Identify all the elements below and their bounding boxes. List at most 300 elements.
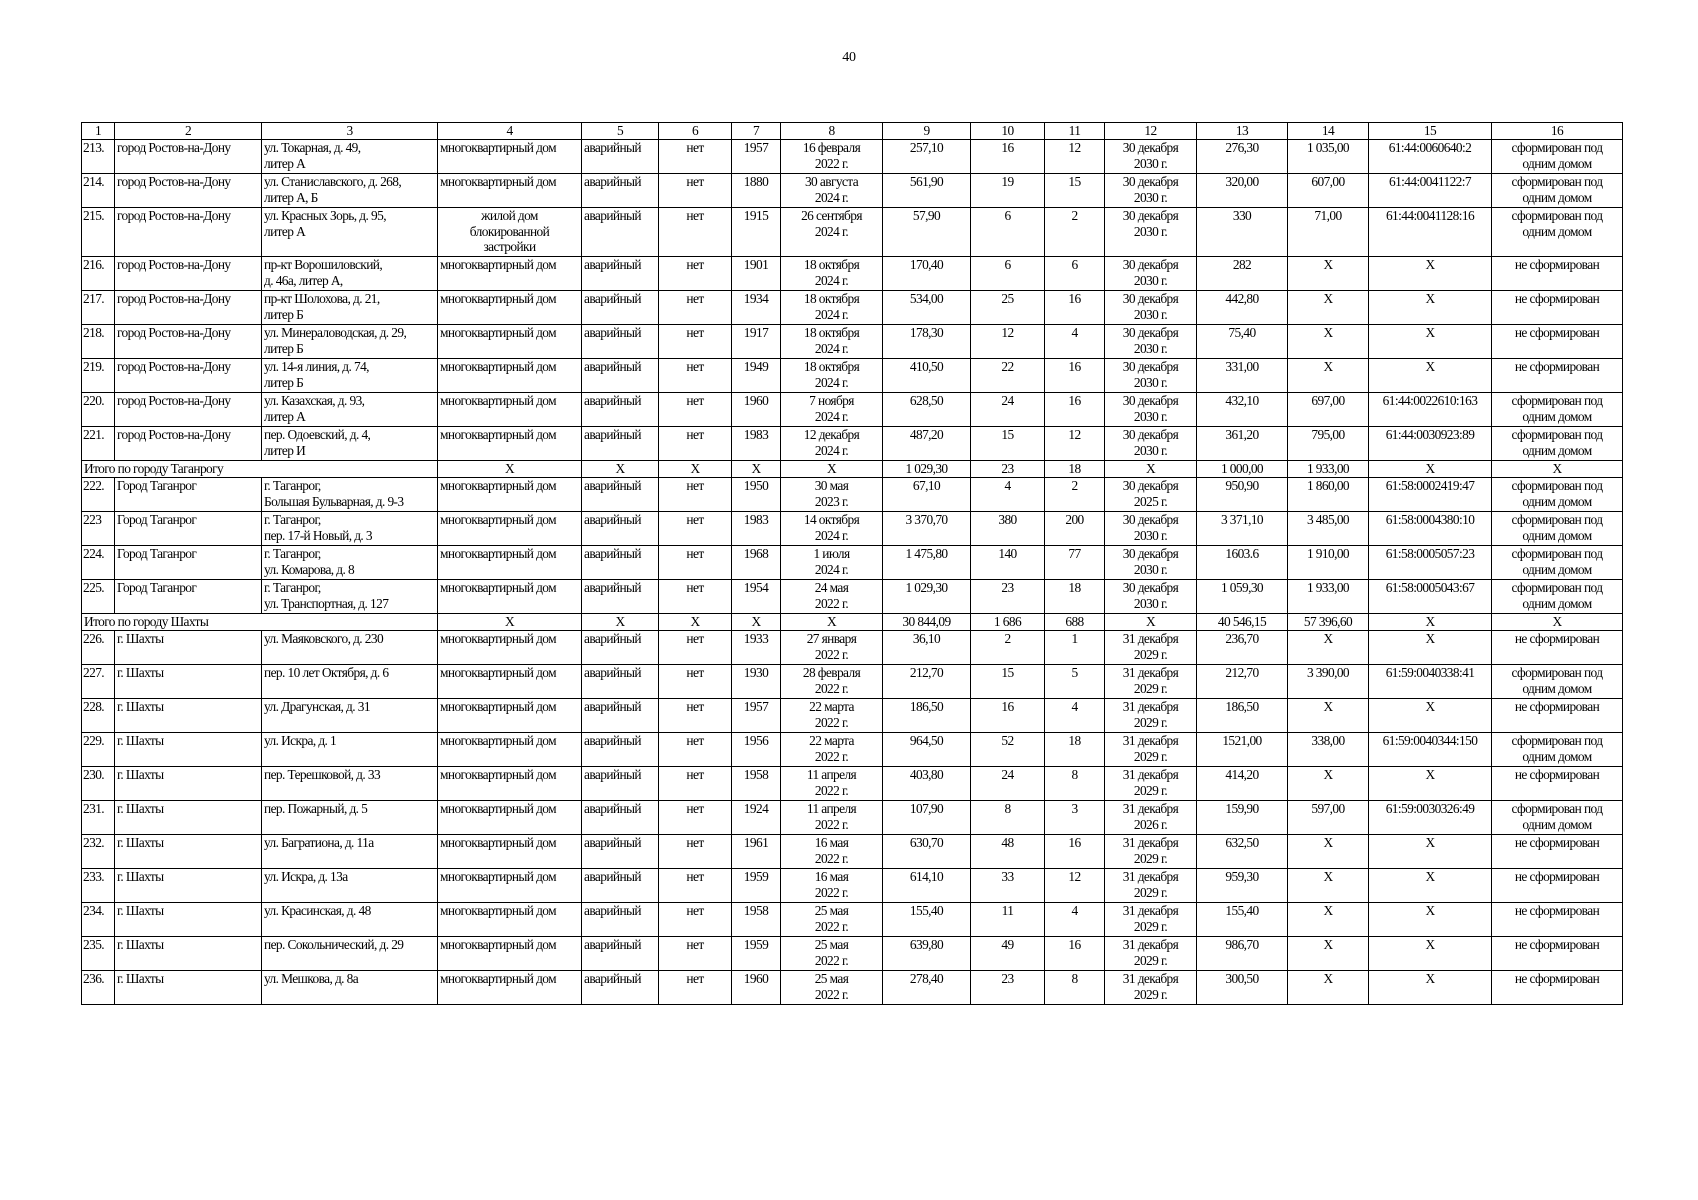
land-status <box>1492 478 1623 512</box>
subtotal-c5-line: X <box>615 614 625 629</box>
address <box>262 393 438 427</box>
municipality <box>115 733 262 767</box>
recognition-date <box>781 835 883 869</box>
col-6 <box>659 427 732 461</box>
land-status-line: сформирован под <box>1511 665 1603 680</box>
condition-line: аварийный <box>584 174 641 189</box>
cadastral-number-line: 61:59:0030326:49 <box>1385 801 1475 816</box>
build-year-line: 1960 <box>743 393 769 408</box>
row-number-line: 225. <box>83 580 105 595</box>
condition <box>582 767 659 801</box>
address-line: пер. Пожарный, д. 5 <box>264 801 368 816</box>
col-6 <box>659 733 732 767</box>
residents-line: 4 <box>1004 478 1011 493</box>
subtotal-c10-line: 1 686 <box>993 614 1022 629</box>
col-6 <box>659 359 732 393</box>
subtotal-c16 <box>1492 614 1623 631</box>
subtotal-c10 <box>971 461 1045 478</box>
address <box>262 208 438 257</box>
building-type <box>438 580 582 614</box>
resettlement-deadline <box>1105 174 1197 208</box>
cadastral-number-line: X <box>1425 325 1435 340</box>
condition-line: аварийный <box>584 937 641 952</box>
subtotal-c14-line: 1 933,00 <box>1306 461 1350 476</box>
row-number-line: 230. <box>83 767 105 782</box>
subtotal-c8-line: X <box>826 461 837 476</box>
table-row <box>82 208 1623 257</box>
area-line: 561,90 <box>909 174 944 189</box>
col-13-line: 282 <box>1232 257 1252 272</box>
area <box>883 903 971 937</box>
land-status-line: одним домом <box>1522 561 1592 577</box>
col-6-line: нет <box>686 631 704 646</box>
table-row <box>82 699 1623 733</box>
land-area-line: 3 485,00 <box>1306 512 1350 527</box>
build-year <box>732 393 781 427</box>
land-status-line: не сформирован <box>1514 359 1600 374</box>
condition-line: аварийный <box>584 208 641 223</box>
table-row <box>82 971 1623 1005</box>
land-status-line: сформирован под <box>1511 478 1603 493</box>
col-6 <box>659 767 732 801</box>
col-6-line: нет <box>686 257 704 272</box>
row-number-line: 235. <box>83 937 105 952</box>
building-type <box>438 174 582 208</box>
recognition-date-line: 2022 г. <box>814 595 849 611</box>
area-line: 212,70 <box>909 665 944 680</box>
recognition-date-line: 11 апреля <box>806 801 857 816</box>
row-number <box>82 733 115 767</box>
municipality <box>115 937 262 971</box>
condition-line: аварийный <box>584 869 641 884</box>
row-number <box>82 359 115 393</box>
row-number <box>82 174 115 208</box>
recognition-date-line: 11 апреля <box>806 767 857 782</box>
subtotal-c15 <box>1369 614 1492 631</box>
col-6-line: нет <box>686 869 704 884</box>
resettlement-deadline-line: 2029 г. <box>1133 714 1168 730</box>
col-6-line: нет <box>686 767 704 782</box>
resettlement-deadline <box>1105 512 1197 546</box>
subtotal-c15-line: X <box>1425 614 1435 629</box>
row-number-line: 214. <box>83 174 105 189</box>
condition-line: аварийный <box>584 546 641 561</box>
land-area <box>1288 767 1369 801</box>
land-area-line: 597,00 <box>1311 801 1345 816</box>
municipality <box>115 835 262 869</box>
subtotal-c7-line: X <box>751 461 761 476</box>
table-row <box>82 835 1623 869</box>
land-status <box>1492 835 1623 869</box>
building-type <box>438 359 582 393</box>
resettlement-deadline-line: 31 декабря <box>1122 631 1179 646</box>
residents <box>971 903 1045 937</box>
col-6-line: нет <box>686 208 704 223</box>
col-6 <box>659 903 732 937</box>
cadastral-number <box>1369 393 1492 427</box>
building-type-line: многоквартирный дом <box>440 801 557 816</box>
condition-line: аварийный <box>584 835 641 850</box>
area <box>883 631 971 665</box>
cadastral-number <box>1369 478 1492 512</box>
land-area-line: 697,00 <box>1311 393 1345 408</box>
col-6 <box>659 257 732 291</box>
municipality-line: г. Шахты <box>117 767 164 782</box>
resettlement-deadline <box>1105 359 1197 393</box>
subtotal-c8 <box>781 614 883 631</box>
col-13 <box>1197 580 1288 614</box>
recognition-date-line: 27 января <box>806 631 857 646</box>
residents-line: 24 <box>1001 393 1014 408</box>
row-number-line: 229. <box>83 733 105 748</box>
recognition-date <box>781 699 883 733</box>
land-status-line: одним домом <box>1522 527 1592 543</box>
page-number: 40 <box>842 50 856 65</box>
build-year-line: 1933 <box>743 631 769 646</box>
land-area-line: X <box>1323 903 1333 918</box>
col-13 <box>1197 835 1288 869</box>
resettlement-deadline-line: 30 декабря <box>1122 580 1179 595</box>
rooms <box>1045 835 1105 869</box>
municipality-line: г. Шахты <box>117 971 164 986</box>
table-row <box>82 359 1623 393</box>
address <box>262 733 438 767</box>
col-13-line: 1603.6 <box>1225 546 1259 561</box>
resettlement-deadline <box>1105 325 1197 359</box>
condition <box>582 631 659 665</box>
subtotal-c6 <box>659 614 732 631</box>
col-6 <box>659 208 732 257</box>
row-number-line: 223 <box>83 512 102 527</box>
rooms <box>1045 665 1105 699</box>
residents <box>971 393 1045 427</box>
area <box>883 427 971 461</box>
address-line: г. Таганрог, <box>264 546 321 561</box>
cadastral-number-line: X <box>1425 971 1435 986</box>
build-year <box>732 801 781 835</box>
recognition-date <box>781 767 883 801</box>
resettlement-deadline-line: 30 декабря <box>1122 478 1179 493</box>
recognition-date-line: 30 августа <box>804 174 859 189</box>
address-line: литер А <box>264 155 306 171</box>
col-13-line: 1521,00 <box>1222 733 1262 748</box>
recognition-date-line: 2024 г. <box>814 223 849 239</box>
header-cell: 1 <box>82 123 115 140</box>
building-type-line: многоквартирный дом <box>440 580 557 595</box>
resettlement-deadline-line: 30 декабря <box>1122 208 1179 223</box>
municipality-line: г. Шахты <box>117 733 164 748</box>
row-number-line: 233. <box>83 869 105 884</box>
area <box>883 359 971 393</box>
rooms-line: 200 <box>1065 512 1084 527</box>
col-13-line: 361,20 <box>1225 427 1259 442</box>
build-year-line: 1956 <box>743 733 769 748</box>
residents <box>971 665 1045 699</box>
land-area-line: 338,00 <box>1311 733 1345 748</box>
land-status <box>1492 631 1623 665</box>
building-type <box>438 767 582 801</box>
building-type <box>438 903 582 937</box>
resettlement-deadline-line: 2030 г. <box>1133 189 1168 205</box>
col-13-line: 959,30 <box>1225 869 1259 884</box>
header-cell: 16 <box>1492 123 1623 140</box>
land-area <box>1288 903 1369 937</box>
header-cell: 10 <box>971 123 1045 140</box>
housing-register-table <box>81 122 1623 1005</box>
col-6-line: нет <box>686 427 704 442</box>
rooms-line: 12 <box>1068 869 1081 884</box>
rooms-line: 12 <box>1068 427 1081 442</box>
building-type-line: многоквартирный дом <box>440 937 557 952</box>
area <box>883 325 971 359</box>
recognition-date-line: 2024 г. <box>814 340 849 356</box>
address-line: пр-кт Ворошиловский, <box>264 257 383 272</box>
municipality <box>115 478 262 512</box>
resettlement-deadline-line: 2029 г. <box>1133 884 1168 900</box>
building-type <box>438 699 582 733</box>
condition-line: аварийный <box>584 478 641 493</box>
municipality-line: город Ростов-на-Дону <box>117 208 231 223</box>
address-line: ул. Минераловодская, д. 29, <box>264 325 407 340</box>
build-year-line: 1960 <box>743 971 769 986</box>
recognition-date-line: 14 октября <box>803 512 860 527</box>
row-number <box>82 427 115 461</box>
table-row <box>82 869 1623 903</box>
area <box>883 478 971 512</box>
table-row <box>82 665 1623 699</box>
address <box>262 546 438 580</box>
rooms-line: 18 <box>1068 580 1081 595</box>
resettlement-deadline-line: 2029 г. <box>1133 646 1168 662</box>
table-row <box>82 801 1623 835</box>
address-line: литер А <box>264 408 306 424</box>
municipality <box>115 903 262 937</box>
address-line: ул. Красных Зорь, д. 95, <box>264 208 386 223</box>
col-6-line: нет <box>686 140 704 155</box>
municipality <box>115 427 262 461</box>
condition <box>582 869 659 903</box>
municipality-line: город Ростов-на-Дону <box>117 140 231 155</box>
building-type-line: застройки <box>483 239 536 254</box>
build-year-line: 1983 <box>743 512 769 527</box>
resettlement-deadline-line: 2030 г. <box>1133 306 1168 322</box>
cadastral-number <box>1369 580 1492 614</box>
col-13-line: 236,70 <box>1225 631 1259 646</box>
resettlement-deadline <box>1105 733 1197 767</box>
building-type-line: многоквартирный дом <box>440 767 557 782</box>
table-row <box>82 291 1623 325</box>
address <box>262 427 438 461</box>
resettlement-deadline <box>1105 291 1197 325</box>
row-number <box>82 937 115 971</box>
cadastral-number-line: X <box>1425 359 1435 374</box>
land-area-line: X <box>1323 699 1333 714</box>
land-status <box>1492 546 1623 580</box>
col-13 <box>1197 971 1288 1005</box>
rooms <box>1045 699 1105 733</box>
build-year <box>732 903 781 937</box>
col-6 <box>659 393 732 427</box>
col-6 <box>659 631 732 665</box>
subtotal-c13-line: 1 000,00 <box>1220 461 1264 476</box>
resettlement-deadline-line: 31 декабря <box>1122 767 1179 782</box>
building-type-line: многоквартирный дом <box>440 140 557 155</box>
cadastral-number-line: 61:44:0041122:7 <box>1388 174 1471 189</box>
recognition-date <box>781 174 883 208</box>
build-year <box>732 140 781 174</box>
col-6-line: нет <box>686 359 704 374</box>
resettlement-deadline <box>1105 257 1197 291</box>
address <box>262 174 438 208</box>
cadastral-number-line: 61:58:0005057:23 <box>1385 546 1475 561</box>
address <box>262 971 438 1005</box>
building-type-line: многоквартирный дом <box>440 291 557 306</box>
recognition-date-line: 2022 г. <box>814 952 849 968</box>
area <box>883 937 971 971</box>
land-status-line: одним домом <box>1522 680 1592 696</box>
header-cell: 4 <box>438 123 582 140</box>
recognition-date-line: 7 ноября <box>809 393 854 408</box>
condition <box>582 835 659 869</box>
rooms-line: 8 <box>1071 971 1078 986</box>
land-area <box>1288 665 1369 699</box>
row-number-line: 224. <box>83 546 105 561</box>
col-6 <box>659 971 732 1005</box>
col-6-line: нет <box>686 937 704 952</box>
cadastral-number-line: 61:44:0022610:163 <box>1382 393 1478 408</box>
recognition-date-line: 2022 г. <box>814 714 849 730</box>
build-year <box>732 699 781 733</box>
rooms <box>1045 733 1105 767</box>
subtotal-c5-line: X <box>615 461 625 476</box>
land-status <box>1492 325 1623 359</box>
condition-line: аварийный <box>584 733 641 748</box>
cadastral-number-line: 61:58:0002419:47 <box>1385 478 1475 493</box>
row-number <box>82 699 115 733</box>
recognition-date-line: 2024 г. <box>814 306 849 322</box>
address <box>262 580 438 614</box>
building-type-line: многоквартирный дом <box>440 512 557 527</box>
col-6 <box>659 325 732 359</box>
land-status <box>1492 733 1623 767</box>
condition-line: аварийный <box>584 631 641 646</box>
building-type <box>438 665 582 699</box>
address <box>262 903 438 937</box>
table-row <box>82 478 1623 512</box>
residents-line: 6 <box>1004 208 1011 223</box>
area-line: 1 475,80 <box>905 546 948 561</box>
area-line: 278,40 <box>909 971 944 986</box>
rooms <box>1045 208 1105 257</box>
address <box>262 478 438 512</box>
building-type-line: многоквартирный дом <box>440 174 557 189</box>
residents <box>971 427 1045 461</box>
col-6 <box>659 174 732 208</box>
subtotal-label <box>82 614 438 631</box>
residents <box>971 869 1045 903</box>
build-year <box>732 546 781 580</box>
resettlement-deadline-line: 2029 г. <box>1133 748 1168 764</box>
residents-line: 49 <box>1001 937 1014 952</box>
subtotal-c4-line: X <box>504 614 515 629</box>
building-type-line: многоквартирный дом <box>440 665 557 680</box>
col-6-line: нет <box>686 291 704 306</box>
recognition-date-line: 2022 г. <box>814 816 849 832</box>
row-number-line: 227. <box>83 665 105 680</box>
row-number <box>82 257 115 291</box>
land-status <box>1492 512 1623 546</box>
residents-line: 52 <box>1001 733 1014 748</box>
row-number <box>82 869 115 903</box>
subtotal-c4 <box>438 461 582 478</box>
cadastral-number <box>1369 665 1492 699</box>
col-13 <box>1197 427 1288 461</box>
subtotal-c7 <box>732 461 781 478</box>
condition-line: аварийный <box>584 971 641 986</box>
row-number-line: 234. <box>83 903 105 918</box>
building-type <box>438 631 582 665</box>
land-status-line: не сформирован <box>1514 903 1600 918</box>
col-13 <box>1197 937 1288 971</box>
land-status <box>1492 257 1623 291</box>
land-area-line: X <box>1323 359 1333 374</box>
condition <box>582 174 659 208</box>
address-line: пер. Сокольнический, д. 29 <box>264 937 404 952</box>
building-type-line: многоквартирный дом <box>440 546 557 561</box>
build-year <box>732 325 781 359</box>
recognition-date <box>781 937 883 971</box>
land-status <box>1492 937 1623 971</box>
building-type-line: многоквартирный дом <box>440 478 557 493</box>
land-status-line: сформирован под <box>1511 733 1603 748</box>
address-line: Большая Бульварная, д. 9-3 <box>264 493 404 509</box>
rooms <box>1045 257 1105 291</box>
address-line: ул. Мешкова, д. 8а <box>264 971 359 986</box>
resettlement-deadline-line: 2029 г. <box>1133 782 1168 798</box>
table-row <box>82 580 1623 614</box>
recognition-date-line: 28 февраля <box>802 665 861 680</box>
subtotal-c6 <box>659 461 732 478</box>
subtotal-c7 <box>732 614 781 631</box>
header-cell: 8 <box>781 123 883 140</box>
recognition-date <box>781 546 883 580</box>
resettlement-deadline-line: 30 декабря <box>1122 427 1179 442</box>
table-row <box>82 546 1623 580</box>
col-6 <box>659 699 732 733</box>
municipality <box>115 208 262 257</box>
land-status-line: сформирован под <box>1511 174 1603 189</box>
row-number-line: 218. <box>83 325 105 340</box>
land-area <box>1288 478 1369 512</box>
land-area <box>1288 359 1369 393</box>
row-number <box>82 665 115 699</box>
col-13-line: 276,30 <box>1225 140 1259 155</box>
recognition-date-line: 2024 г. <box>814 189 849 205</box>
land-status <box>1492 801 1623 835</box>
cadastral-number-line: 61:44:0060640:2 <box>1388 140 1472 155</box>
subtotal-c9-line: 1 029,30 <box>905 461 948 476</box>
subtotal-c9 <box>883 614 971 631</box>
header-cell: 15 <box>1369 123 1492 140</box>
recognition-date-line: 2024 г. <box>814 442 849 458</box>
resettlement-deadline <box>1105 393 1197 427</box>
table-row <box>82 257 1623 291</box>
build-year-line: 1915 <box>743 208 769 223</box>
municipality-line: город Ростов-на-Дону <box>117 174 231 189</box>
area <box>883 767 971 801</box>
building-type <box>438 546 582 580</box>
col-13-line: 75,40 <box>1228 325 1256 340</box>
